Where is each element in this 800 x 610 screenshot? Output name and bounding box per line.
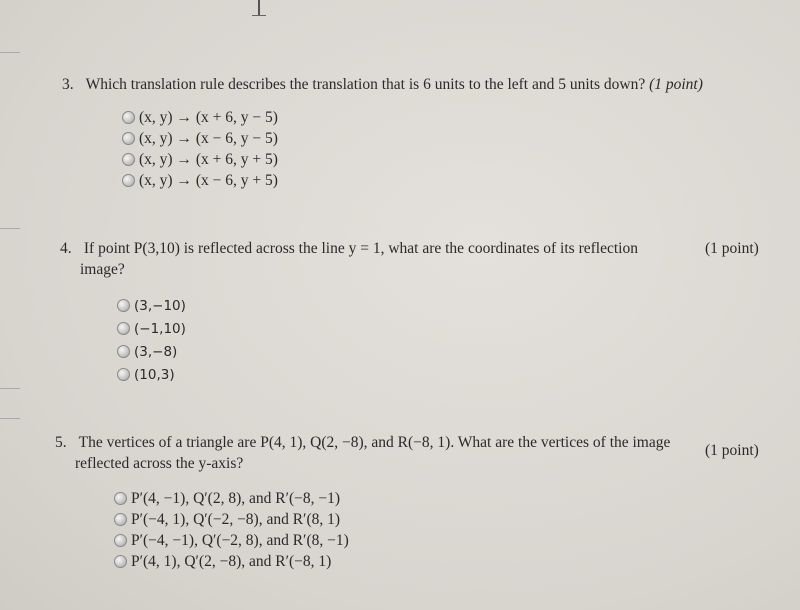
radio-button-icon[interactable] [117, 299, 130, 312]
question-prompt: If point P(3,10) is reflected across the line y = 1, what are the coordinates of its reflection [83, 240, 638, 257]
question-prompt: Which translation rule describes the translation that is 6 units to the left and 5 units down? [85, 76, 646, 93]
question-prompt-line2: reflected across the y-axis? [75, 455, 244, 472]
question-5 [55, 432, 705, 474]
page-mark-foot [252, 15, 266, 16]
question-number: 5. [55, 434, 67, 451]
radio-button-icon[interactable] [122, 174, 135, 187]
option-label: P′(4, −1), Q′(2, 8), and R′(−8, −1) [131, 489, 341, 507]
option-q5-a[interactable] [114, 488, 349, 509]
option-label: (3,−10) [134, 297, 186, 314]
option-q3-d[interactable] [122, 170, 278, 191]
option-q3-c[interactable] [122, 149, 278, 170]
question-prompt-line2: image? [80, 261, 125, 278]
margin-line [0, 418, 20, 419]
option-q5-d[interactable] [114, 551, 349, 572]
options-q4 [117, 294, 186, 386]
points-label: (1 point) [649, 76, 703, 93]
option-q5-c[interactable] [114, 530, 349, 551]
radio-button-icon[interactable] [114, 555, 127, 568]
radio-button-icon[interactable] [122, 132, 135, 145]
radio-button-icon[interactable] [117, 368, 130, 381]
option-q5-b[interactable] [114, 509, 349, 530]
points-label: (1 point) [705, 240, 759, 257]
option-q4-b[interactable] [117, 317, 186, 340]
points-label: (1 point) [705, 442, 759, 459]
margin-line [0, 52, 20, 53]
option-label: P′(4, 1), Q′(2, −8), and R′(−8, 1) [131, 552, 332, 570]
radio-button-icon[interactable] [122, 111, 135, 124]
radio-button-icon[interactable] [117, 345, 130, 358]
radio-button-icon[interactable] [122, 153, 135, 166]
radio-button-icon[interactable] [117, 322, 130, 335]
page-mark [258, 0, 260, 16]
option-q4-d[interactable] [117, 363, 186, 386]
radio-button-icon[interactable] [114, 492, 127, 505]
question-4 [60, 238, 670, 280]
question-prompt: The vertices of a triangle are P(4, 1), Q(2, −8), and R(−8, 1). What are the vertices of the image [78, 434, 671, 451]
option-label: (x, y) → (x + 6, y + 5) [139, 150, 278, 168]
option-label: (3,−8) [134, 343, 178, 360]
option-label: (10,3) [134, 366, 175, 383]
options-q5 [114, 488, 349, 572]
options-q3 [122, 107, 278, 191]
question-number: 3. [62, 76, 74, 93]
option-q4-c[interactable] [117, 340, 186, 363]
option-q4-a[interactable] [117, 294, 186, 317]
option-label: (x, y) → (x + 6, y − 5) [139, 108, 278, 126]
question-3 [62, 74, 762, 95]
option-label: (x, y) → (x − 6, y − 5) [139, 129, 278, 147]
option-label: P′(−4, 1), Q′(−2, −8), and R′(8, 1) [131, 510, 341, 528]
option-q3-b[interactable] [122, 128, 278, 149]
question-number: 4. [60, 240, 72, 257]
radio-button-icon[interactable] [114, 513, 127, 526]
margin-line [0, 228, 20, 229]
option-label: (x, y) → (x − 6, y + 5) [139, 171, 278, 189]
radio-button-icon[interactable] [114, 534, 127, 547]
option-label: (−1,10) [134, 320, 186, 337]
option-q3-a[interactable] [122, 107, 278, 128]
margin-line [0, 388, 20, 389]
option-label: P′(−4, −1), Q′(−2, 8), and R′(8, −1) [131, 531, 349, 549]
